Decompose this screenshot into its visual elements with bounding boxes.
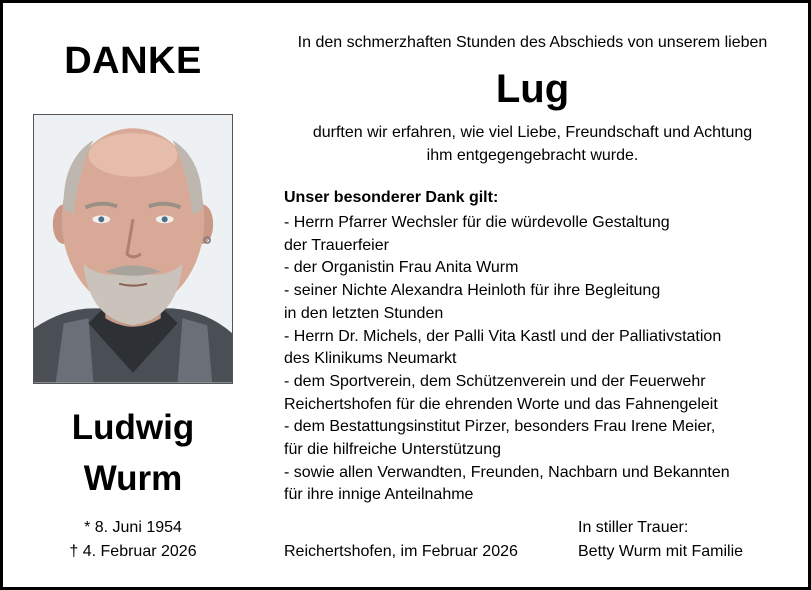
message-line-2: ihm entgegengebracht wurde. bbox=[426, 147, 639, 164]
thanks-line: - Herrn Dr. Michels, der Palli Vita Kastl und der Palliativstation bbox=[284, 327, 722, 345]
thanks-line: der Trauerfeier bbox=[284, 236, 389, 254]
thanks-line: - dem Sportverein, dem Schützenverein und der Feuerwehr bbox=[284, 372, 706, 390]
first-name: Ludwig bbox=[71, 408, 195, 447]
death-date: † 4. Februar 2026 bbox=[69, 543, 197, 560]
thanks-line: in den letzten Stunden bbox=[284, 304, 444, 322]
thanks-list bbox=[284, 212, 799, 507]
thanks-heading: Unser besonderer Dank gilt: bbox=[284, 189, 499, 206]
place-date: Reichertshofen, im Februar 2026 bbox=[284, 543, 518, 560]
danke-heading: DANKE bbox=[64, 40, 202, 82]
portrait-photo bbox=[33, 114, 233, 384]
thanks-line: - der Organistin Frau Anita Wurm bbox=[284, 259, 519, 277]
thanks-line: für die hilfreiche Unterstützung bbox=[284, 441, 501, 459]
birth-date: * 8. Juni 1954 bbox=[84, 519, 182, 536]
nickname-title: Lug bbox=[495, 67, 570, 111]
thanks-line: - sowie allen Verwandten, Freunden, Nachbarn und Bekannten bbox=[284, 463, 730, 481]
mourners-names: Betty Wurm mit Familie bbox=[578, 543, 744, 560]
thanks-line: des Klinikums Neumarkt bbox=[284, 350, 457, 368]
message-line-1: durften wir erfahren, wie viel Liebe, Freundschaft und Achtung bbox=[312, 124, 753, 141]
thanks-line: - Herrn Pfarrer Wechsler für die würdevolle Gestaltung bbox=[284, 214, 670, 231]
portrait-image bbox=[34, 115, 232, 383]
thanks-line: Reichertshofen für die ehrenden Worte und das Fahnengeleit bbox=[284, 395, 718, 413]
thanks-line: für ihre innige Anteilnahme bbox=[284, 486, 474, 504]
last-name: Wurm bbox=[83, 459, 183, 498]
thanks-line: - seiner Nichte Alexandra Heinloth für ihre Begleitung bbox=[284, 282, 661, 300]
mourning-label: In stiller Trauer: bbox=[578, 519, 689, 536]
thanks-line: - dem Bestattungsinstitut Pirzer, besonders Frau Irene Meier, bbox=[284, 418, 716, 436]
intro-text: In den schmerzhaften Stunden des Abschieds von unserem lieben bbox=[297, 34, 768, 51]
